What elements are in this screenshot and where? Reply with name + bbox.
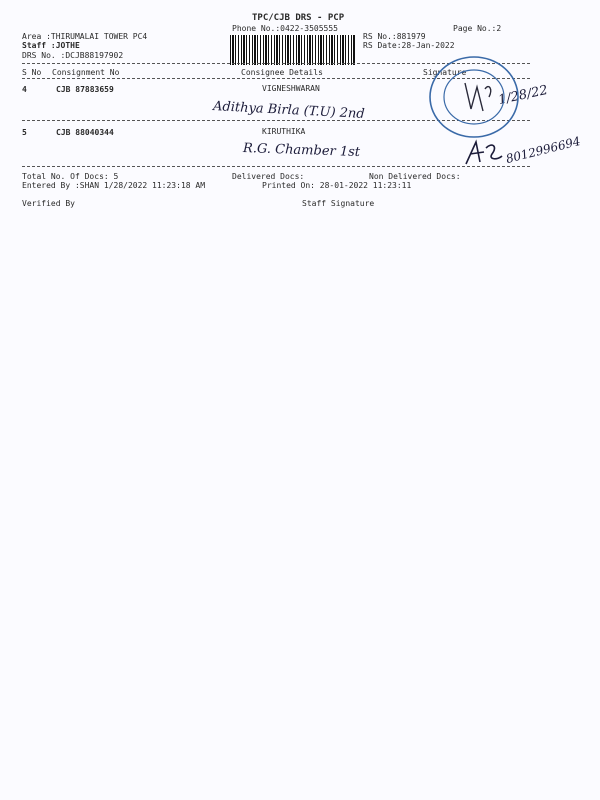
handwritten-address: R.G. Chamber 1st <box>242 140 361 161</box>
row-sno: 4 <box>22 85 27 94</box>
delivered-docs: Delivered Docs: <box>232 172 305 181</box>
row-consignee: VIGNESHWARAN <box>262 84 320 93</box>
non-delivered-docs: Non Delivered Docs: <box>369 172 461 181</box>
signature-scribble-icon <box>462 138 506 168</box>
printed-on: Printed On: 28-01-2022 11:23:11 <box>262 181 412 190</box>
col-consignee: Consignee Details <box>241 68 323 77</box>
row-consignment: CJB 88040344 <box>56 128 114 137</box>
area-field: Area :THIRUMALAI TOWER PC4 <box>22 32 148 41</box>
row-consignee: KIRUTHIKA <box>262 127 306 136</box>
rs-date: RS Date:28-Jan-2022 <box>363 41 455 50</box>
col-sno: S No <box>22 68 42 77</box>
divider <box>22 166 530 167</box>
row-sno: 5 <box>22 128 27 137</box>
handwritten-signature: 1/28/22 <box>496 82 550 109</box>
verified-by: Verified By <box>22 199 75 208</box>
barcode <box>230 34 355 65</box>
staff-field: Staff :JOTHE <box>22 41 80 50</box>
page-title: TPC/CJB DRS - PCP <box>252 13 345 23</box>
col-consignment: Consignment No <box>52 68 120 77</box>
company-stamp-icon <box>425 53 523 141</box>
phone-number: Phone No.:0422-3505555 <box>232 24 338 33</box>
handwritten-address: Adithya Birla (T.U) 2nd <box>212 99 366 122</box>
staff-signature: Staff Signature <box>302 199 375 208</box>
row-consignment: CJB 87883659 <box>56 85 114 94</box>
col-signature: Signature <box>423 68 467 77</box>
page-number: Page No.:2 <box>453 24 502 33</box>
handwritten-phone: 8012996694 <box>504 133 582 167</box>
entered-by: Entered By :SHAN 1/28/2022 11:23:18 AM <box>22 181 206 190</box>
rs-number: RS No.:881979 <box>363 32 426 41</box>
total-docs: Total No. Of Docs: 5 <box>22 172 119 181</box>
drs-number: DRS No. :DCJB88197902 <box>22 51 124 60</box>
